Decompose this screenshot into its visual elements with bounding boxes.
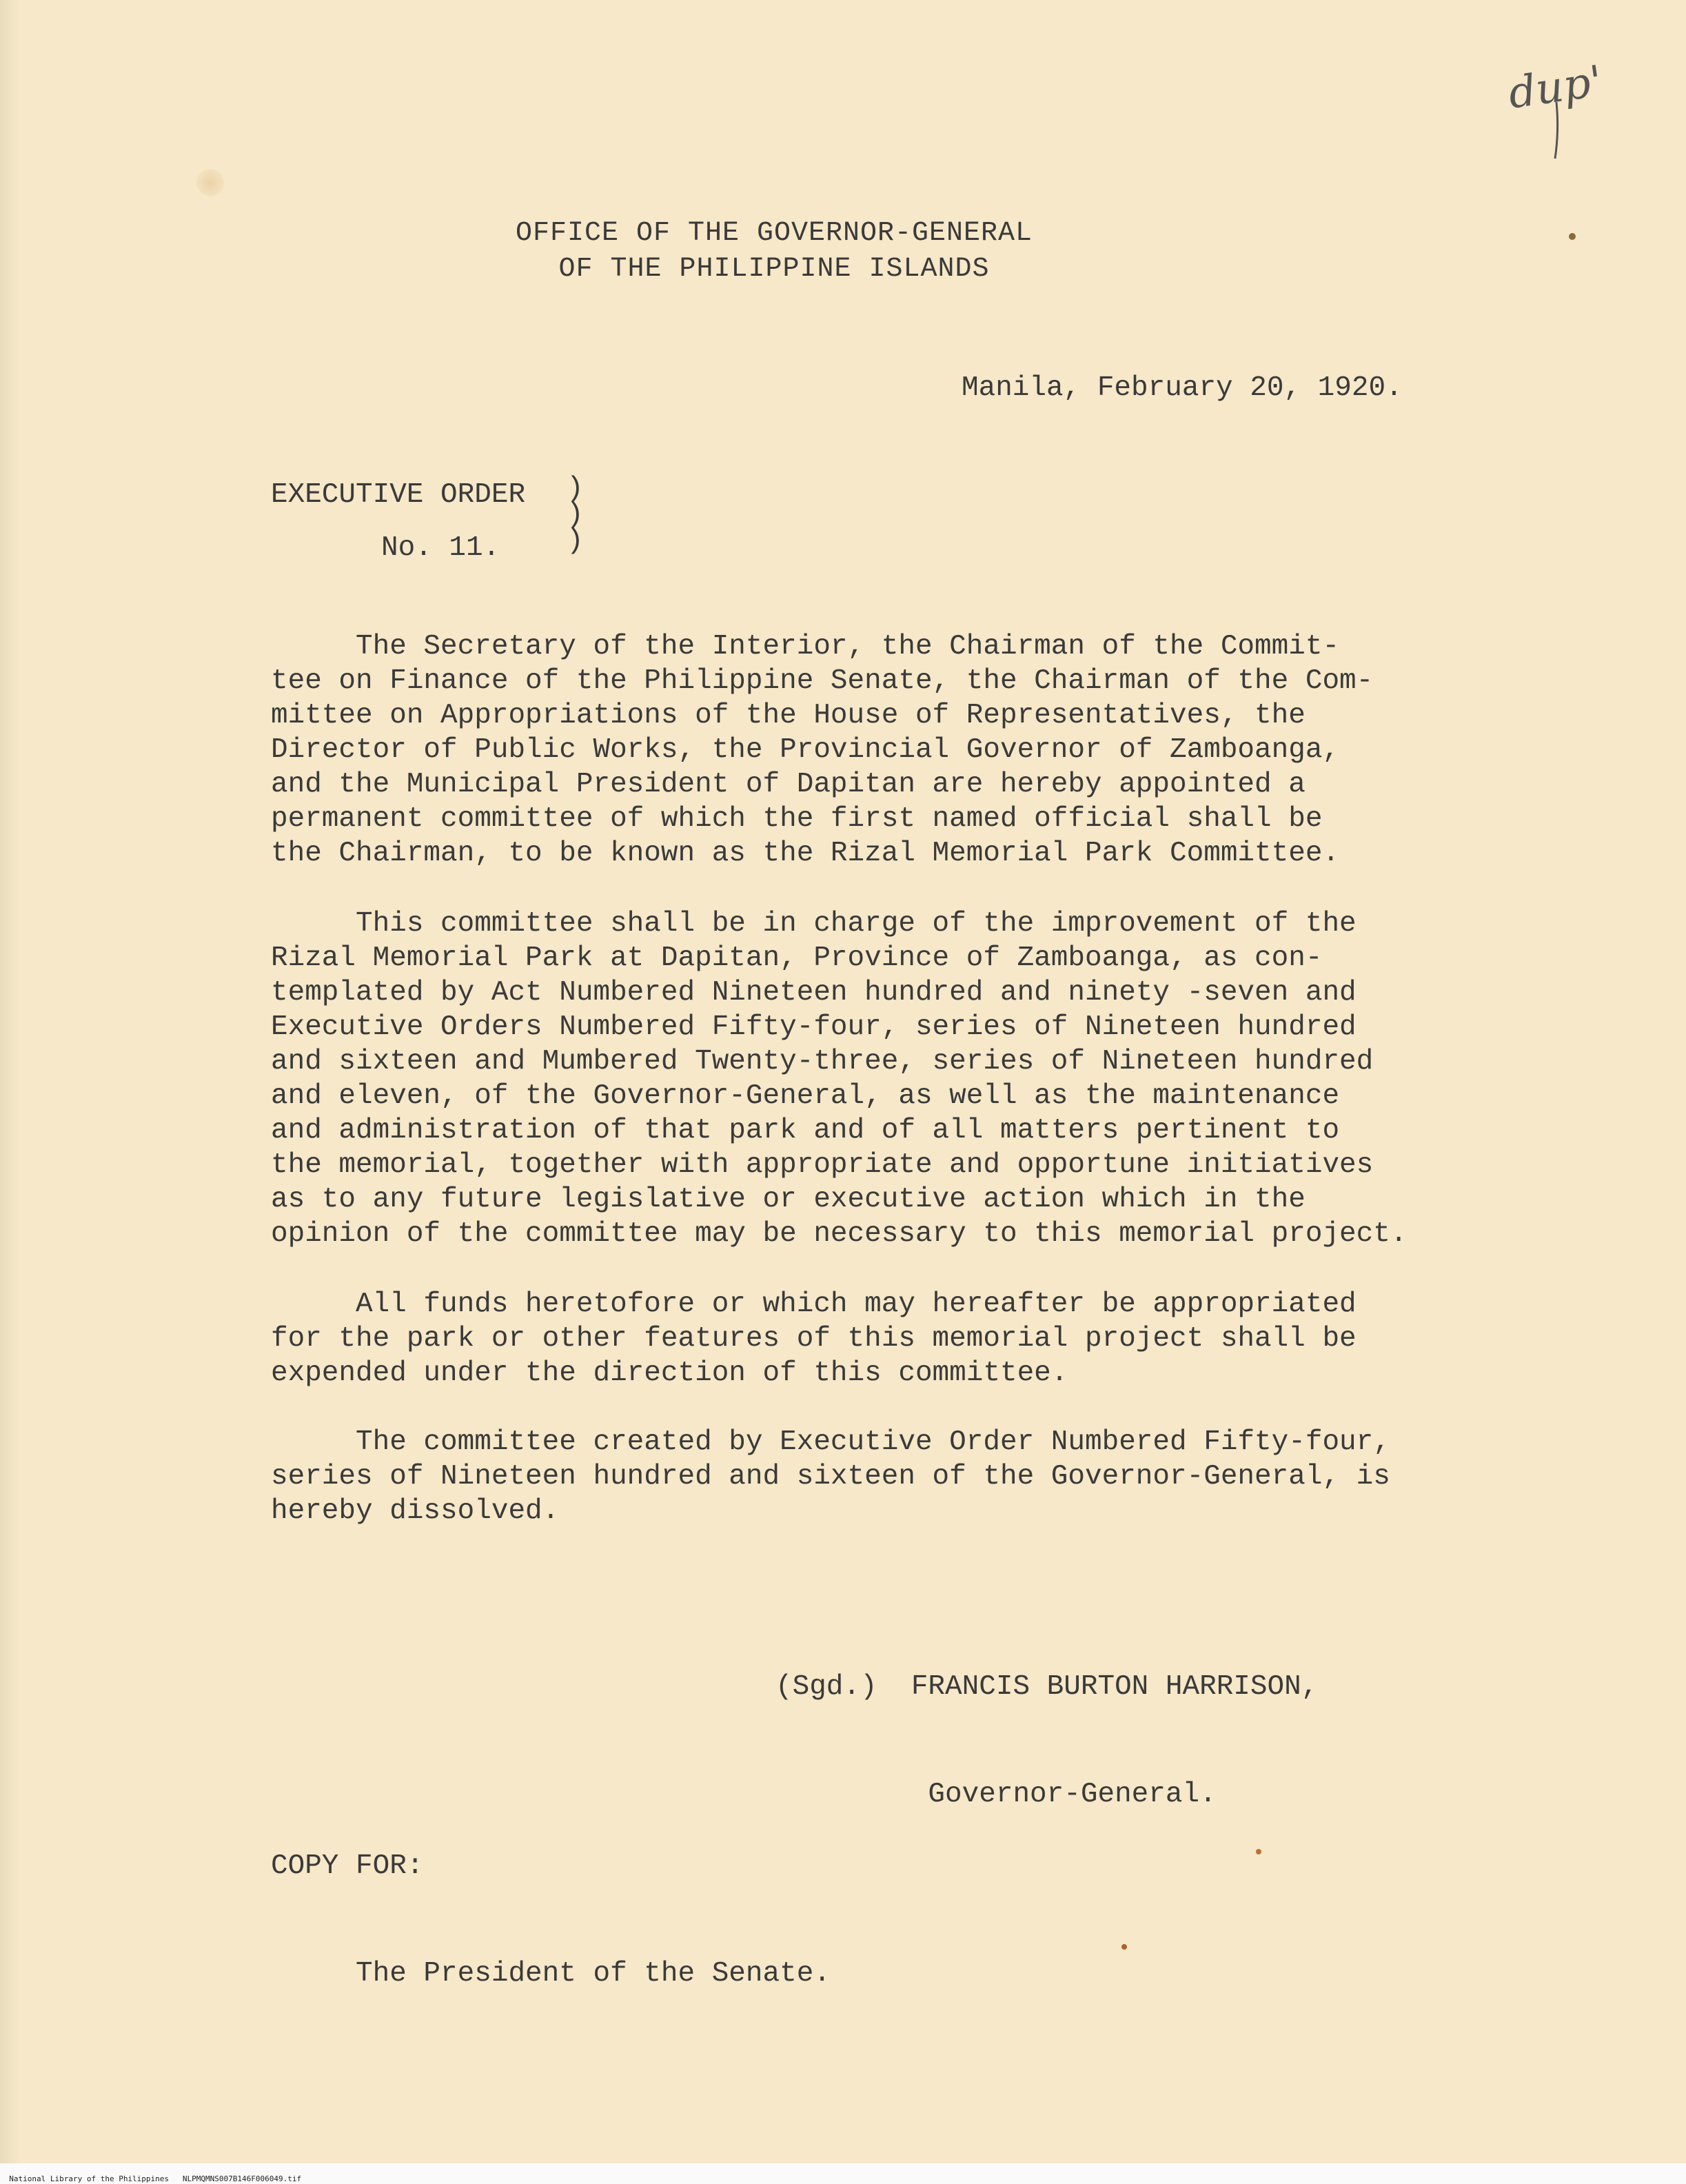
order-brackets: ) ) ) (567, 473, 584, 557)
letterhead-line-1: OFFICE OF THE GOVERNOR-GENERAL (515, 218, 1033, 249)
copy-for-block (271, 1777, 831, 2063)
paragraph-dissolution: The committee created by Executive Order Numbered Fifty-four, series of Nineteen hundred and sixteen of the Governor-General, is hereby dissolved. (271, 1426, 1390, 1527)
signature-name: (Sgd.) FRANCIS BURTON HARRISON, (775, 1671, 1319, 1703)
paragraph-committee-appointment: The Secretary of the Interior, the Chairman of the Commit- tee on Finance of the Philippine Senate, the Chairman of the Com- mittee on Appropriations of the House of Representatives, the Director of Public Works, the Provincial Governor of Zamboanga, and the Municipal President of Dapitan are hereby appointed a permanent committee of which the first named official shall be the Chairman, to be known as the Rizal Memorial Park Committee. (271, 631, 1374, 869)
svg-text:dup': dup' (1505, 55, 1605, 119)
signature-block (775, 1597, 1318, 1884)
letterhead (0, 216, 1617, 287)
executive-order-number: No. 11. (381, 532, 500, 564)
executive-order-label: EXECUTIVE ORDER (271, 479, 526, 511)
page-edge-shade (0, 0, 21, 2174)
paragraph-funds: All funds heretofore or which may hereafter be appropriated for the park or other features of this memorial project shall be expended under the direction of this committee. (271, 1288, 1357, 1389)
paragraph-committee-duties: This committee shall be in charge of the improvement of the Rizal Memorial Park at Dapitan, Province of Zamboanga, as con- templated by Act Numbered Nineteen hundred and ninety -seven and Executive Orders Numbered Fifty-four, series of Nineteen hundred and sixteen and Mumbered Twenty-three, series of Nineteen hundred and eleven, of the Governor-General, as well as the maintenance and administration of that park and of all matters pertinent to the memorial, together with appropriate and opportune initiatives as to any future legislative or executive action which in the opinion of the committee may be necessary to this memorial project. (271, 908, 1408, 1250)
copy-for-label: COPY FOR: (271, 1850, 424, 1882)
copy-for-recipient: The President of the Senate. (271, 1958, 831, 1990)
letterhead-line-2: OF THE PHILIPPINE ISLANDS (558, 254, 990, 285)
footer-library: National Library of the Philippines (9, 2174, 170, 2183)
footer-filename: NLPMQMNS007B146F006049.tif (182, 2174, 302, 2183)
ink-dot (1121, 1944, 1127, 1950)
handwritten-annotation (1503, 48, 1606, 165)
document-date: Manila, February 20, 1920. (962, 372, 1403, 404)
paper-stain (196, 169, 224, 196)
signature-title: Governor-General. (775, 1779, 1217, 1810)
scan-footer (0, 2163, 1686, 2183)
